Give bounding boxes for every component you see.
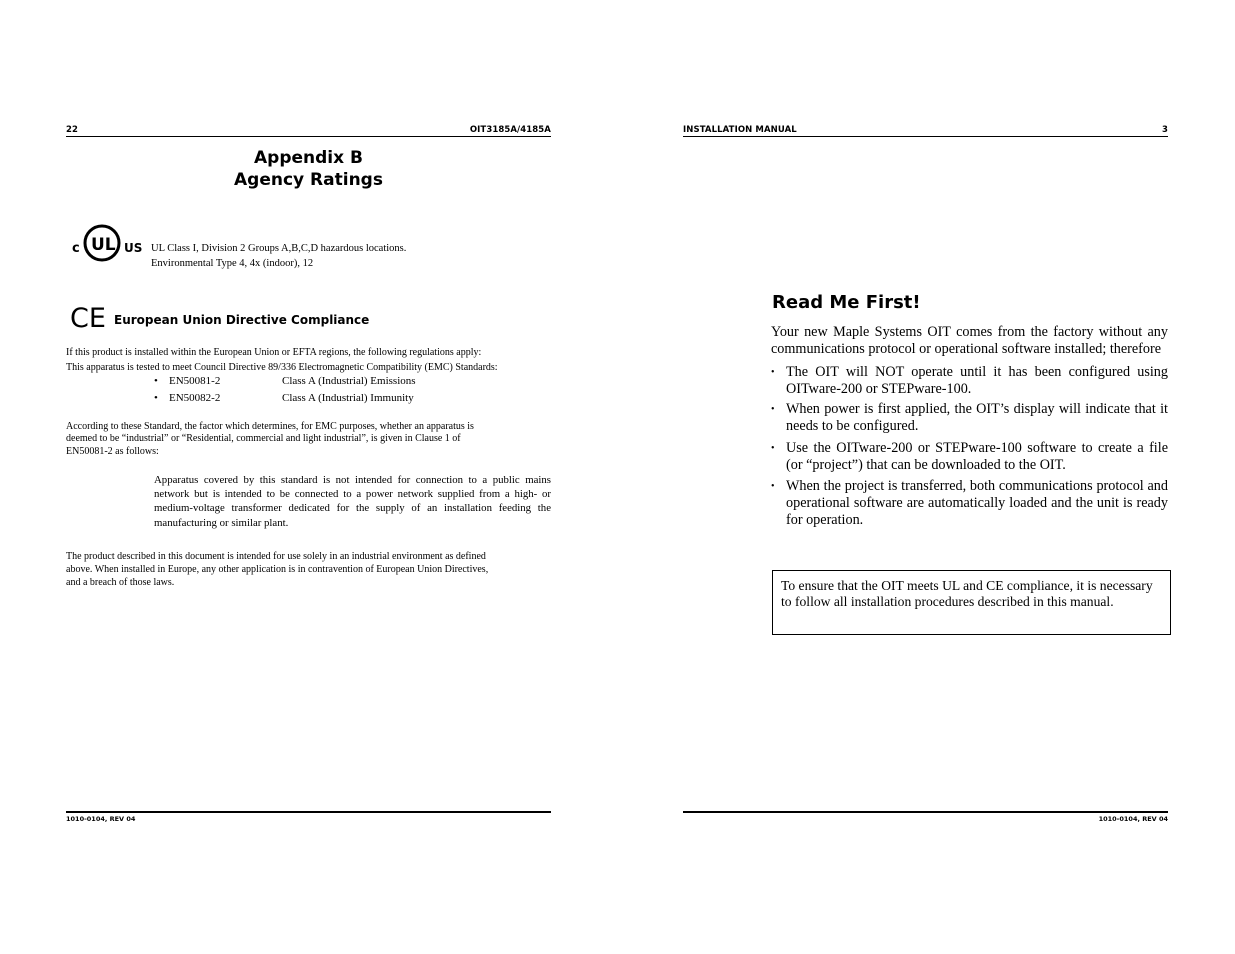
according-line: According to these Standard, the factor which determines, for EMC purposes, whether an apparatus is xyxy=(66,421,474,432)
intro-paragraph: Your new Maple Systems OIT comes from the factory without any communications protocol or operational software installed; therefore xyxy=(771,324,1168,357)
appendix-subtitle: Agency Ratings xyxy=(234,170,383,190)
eu-directive-title: European Union Directive Compliance xyxy=(114,313,370,327)
ul-logo-c: c xyxy=(72,241,80,256)
left-page-number: 22 xyxy=(66,125,79,135)
ce-mark-logo xyxy=(70,302,108,330)
left-footer-rule xyxy=(66,811,551,813)
ul-logo-us: US xyxy=(124,241,143,255)
standard-code: EN50082-2 xyxy=(169,392,221,404)
eu-intro-line-2: This apparatus is tested to meet Council Directive 89/336 Electromagnetic Compatibility (EMC) Standards: xyxy=(66,362,498,373)
ce-mark-text: CE xyxy=(70,303,106,330)
cul-us-logo xyxy=(70,224,144,264)
left-footer-revision: 1010-0104, REV 04 xyxy=(66,815,136,823)
closing-line: The product described in this document is intended for use solely in an industrial environment as defined xyxy=(66,551,486,562)
right-page-number: 3 xyxy=(1161,125,1168,135)
right-header-rule xyxy=(683,136,1168,137)
standard-code: EN50081-2 xyxy=(169,375,221,387)
standard-desc: Class A (Industrial) Emissions xyxy=(282,375,416,387)
ul-logo-ul: UL xyxy=(91,235,116,255)
appendix-label: Appendix B xyxy=(254,148,363,168)
standard-desc: Class A (Industrial) Immunity xyxy=(282,392,414,404)
page-title xyxy=(66,147,551,191)
ul-rating-line-2: Environmental Type 4, 4x (indoor), 12 xyxy=(151,258,314,269)
standard-quote: Apparatus covered by this standard is not intended for connection to a public mains network but is intended to be connected to a power network supplied from a high- or medium-voltage transformer dedicated for the supply of an installation feeding the manufacturing or similar plant. xyxy=(154,474,551,529)
compliance-notice-box: To ensure that the OIT meets UL and CE compliance, it is necessary to follow all installation procedures described in this manual. xyxy=(772,570,1171,635)
left-header-model: OIT3185A/4185A xyxy=(469,125,551,135)
closing-line: above. When installed in Europe, any other application is in contravention of European Union Directives, xyxy=(66,564,489,575)
left-header-rule xyxy=(66,136,551,137)
right-footer-rule xyxy=(683,811,1168,813)
read-me-first-title: Read Me First! xyxy=(772,292,921,313)
right-footer-revision: 1010-0104, REV 04 xyxy=(1098,815,1168,823)
according-line: EN50081-2 as follows: xyxy=(66,446,159,457)
according-line: deemed to be “industrial” or “Residential, commercial and light industrial”, is given in Clause 1 of xyxy=(66,433,461,444)
right-header-manual: INSTALLATION MANUAL xyxy=(683,125,797,135)
closing-line: and a breach of those laws. xyxy=(66,577,175,588)
ul-rating-line-1: UL Class I, Division 2 Groups A,B,C,D hazardous locations. xyxy=(151,243,407,254)
eu-intro-line-1: If this product is installed within the European Union or EFTA regions, the following regulations apply: xyxy=(66,347,482,358)
